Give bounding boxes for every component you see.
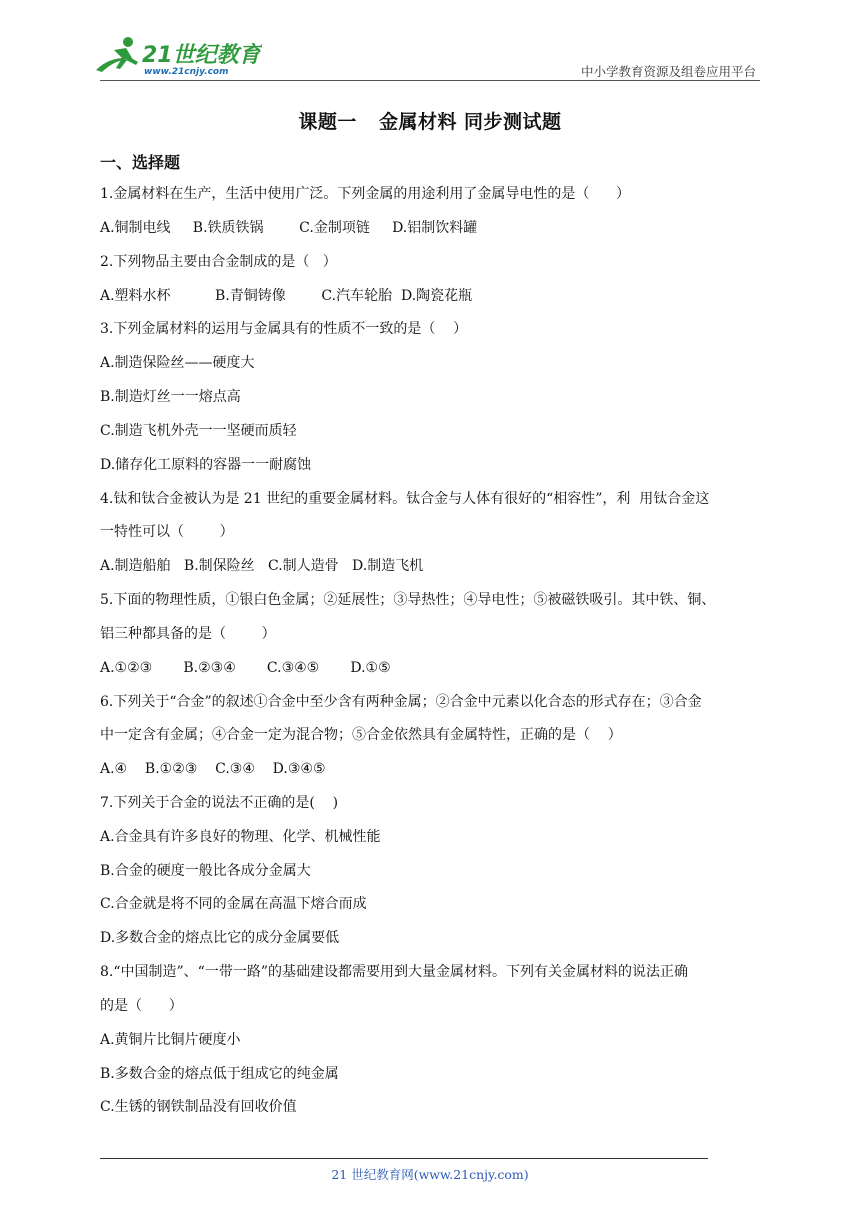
text-line: A.制造船舶 B.制保险丝 C.制人造骨 D.制造飞机	[100, 558, 424, 574]
text-line: C.生锈的钢铁制品没有回收价值	[100, 1099, 297, 1115]
footer-link[interactable]: 21 世纪教育网(www.21cnjy.com)	[331, 1167, 529, 1182]
text-line: 5.下面的物理性质，①银白色金属；②延展性；③导热性；④导电性；⑤被磁铁吸引。其中铁、铜、	[100, 592, 716, 608]
text-line: 铝三种都具备的是（ ）	[100, 626, 276, 642]
logo-url: www.21cnjy.com	[144, 67, 229, 77]
text-line: 2.下列物品主要由合金制成的是（ ）	[100, 254, 337, 270]
text-line: 1.金属材料在生产，生活中使用广泛。下列金属的用途利用了金属导电性的是（ ）	[100, 186, 631, 202]
header-divider	[100, 80, 760, 81]
text-line: 一特性可以（ ）	[100, 524, 234, 540]
text-line: A.①②③ B.②③④ C.③④⑤ D.①⑤	[100, 660, 391, 676]
text-line: 4.钛和钛合金被认为是 21 世纪的重要金属材料。钛合金与人体有很好的“相容性”，利 用钛合金这	[100, 491, 710, 507]
page-title	[0, 107, 860, 134]
text-line: 7.下列关于合金的说法不正确的是( )	[100, 795, 339, 811]
text-line: C.制造飞机外壳一一坚硬而质轻	[100, 423, 297, 439]
text-line: 中一定含有金属；④合金一定为混合物；⑤合金依然具有金属特性，正确的是（ ）	[100, 727, 622, 743]
text-line: 6.下列关于“合金”的叙述①合金中至少含有两种金属；②合金中元素以化合态的形式存在；③合金	[100, 694, 702, 710]
text-line: D.储存化工原料的容器一一耐腐蚀	[100, 457, 312, 473]
page-header	[0, 0, 860, 84]
text-line: A.塑料水杯 B.青铜铸像 C.汽车轮胎 D.陶瓷花瓶	[100, 288, 473, 304]
text-line: A.④ B.①②③ C.③④ D.③④⑤	[100, 761, 326, 777]
text-line: B.合金的硬度一般比各成分金属大	[100, 863, 311, 879]
text-line: D.多数合金的熔点比它的成分金属要低	[100, 930, 340, 946]
text-line: A.黄铜片比铜片硬度小	[100, 1032, 241, 1048]
text-line: A.铜制电线 B.铁质铁锅 C.金制项链 D.铝制饮料罐	[100, 220, 478, 236]
footer-divider	[100, 1158, 708, 1159]
title-part-1: 课题一	[298, 111, 357, 133]
text-line: A.合金具有许多良好的物理、化学、机械性能	[100, 829, 381, 845]
title-part-2: 金属材料 同步测试题	[378, 111, 562, 133]
logo	[92, 34, 262, 78]
text-line: 3.下列金属材料的运用与金属具有的性质不一致的是（ ）	[100, 321, 468, 337]
text-line: A.制造保险丝——硬度大	[100, 355, 255, 371]
text-line: B.制造灯丝一一熔点高	[100, 389, 241, 405]
logo-runner-icon	[92, 34, 262, 78]
logo-text: 21世纪教育	[142, 43, 261, 68]
text-line: B.多数合金的熔点低于组成它的纯金属	[100, 1066, 339, 1082]
text-line: C.合金就是将不同的金属在高温下熔合而成	[100, 896, 367, 912]
section-heading: 一、选择题	[100, 153, 181, 172]
text-line: 的是（ ）	[100, 998, 183, 1014]
header-tagline: 中小学教育资源及组卷应用平台	[580, 64, 756, 79]
text-line: 8.“中国制造”、“一带一路”的基础建设都需要用到大量金属材料。下列有关金属材料的说法正确	[100, 964, 688, 980]
